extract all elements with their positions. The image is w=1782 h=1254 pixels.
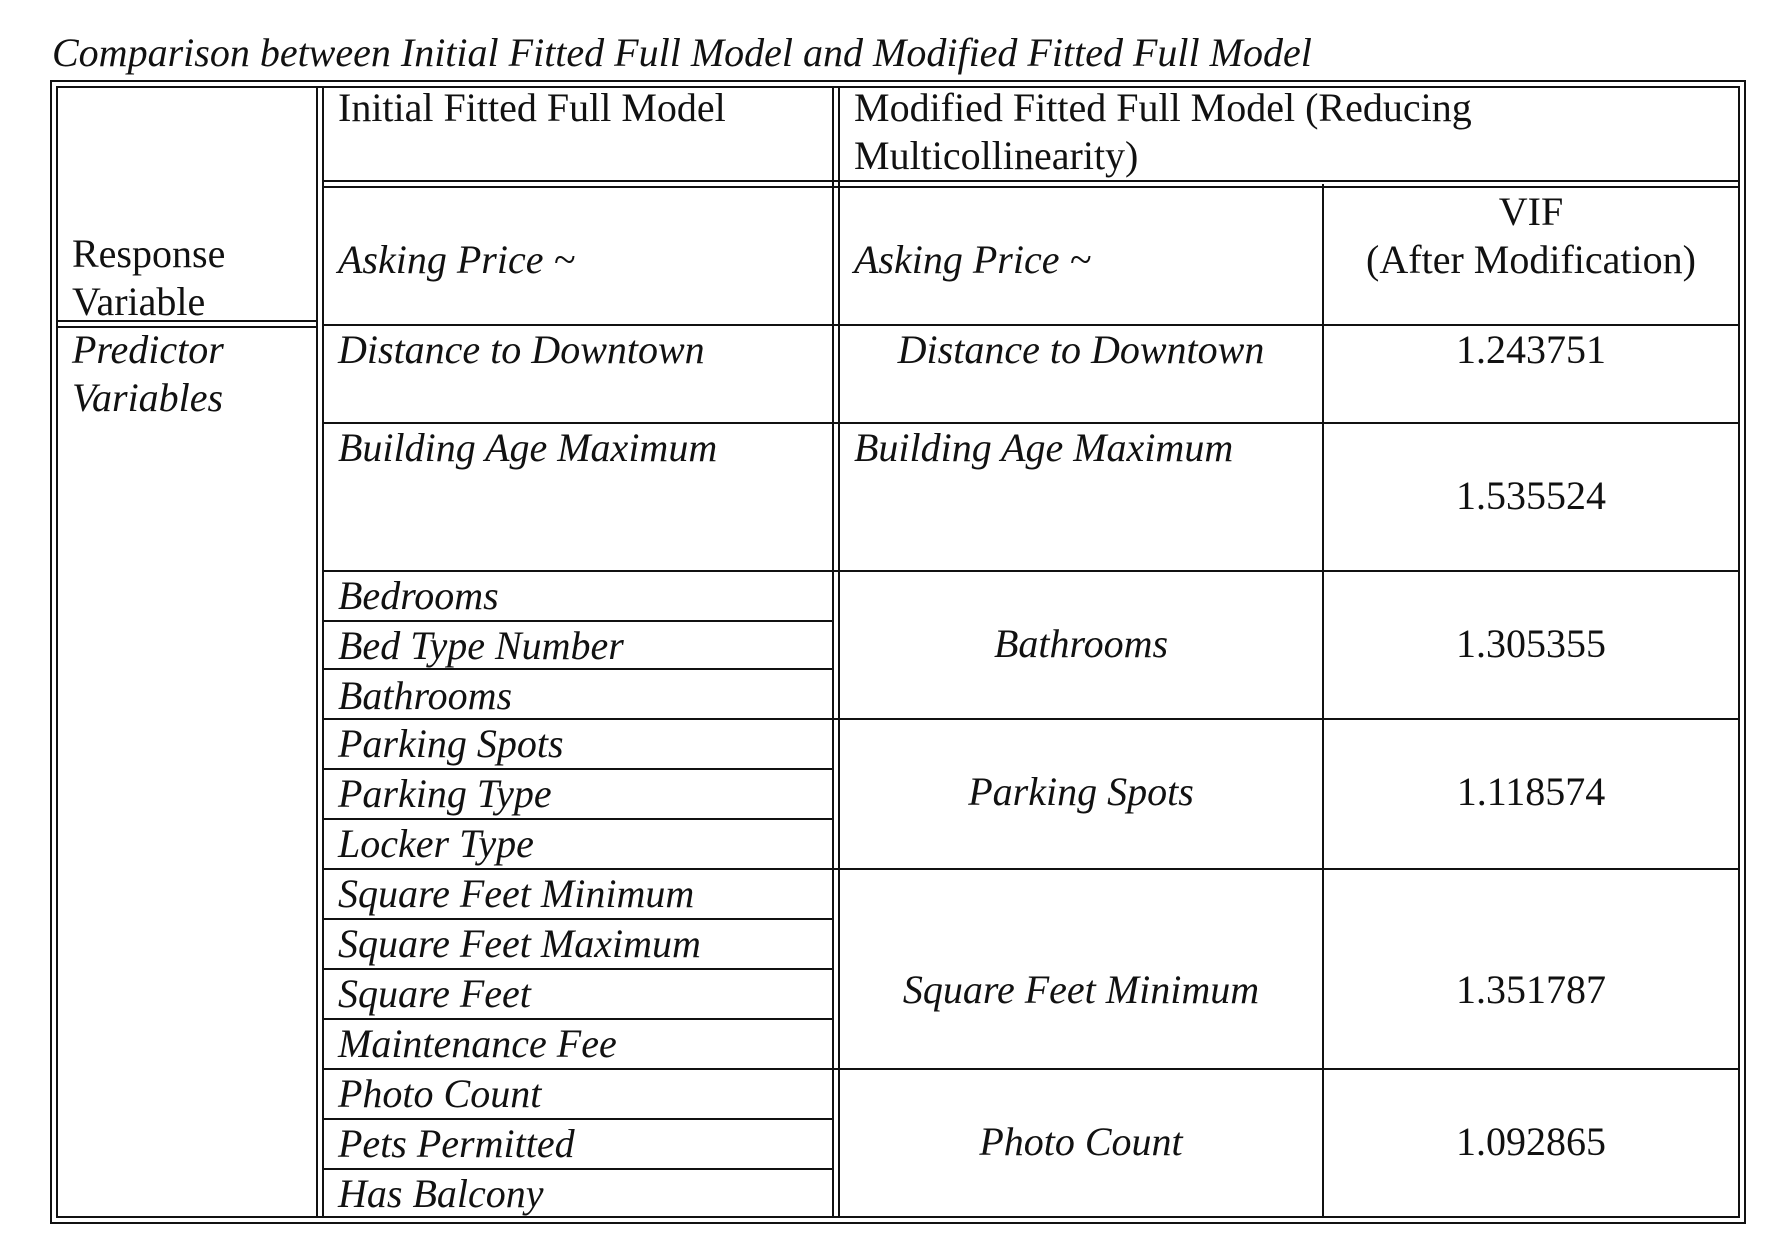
vif-value: 1.305355 [1456, 621, 1606, 666]
modified-predictor: Square Feet Minimum [902, 967, 1260, 1012]
initial-predictor: Photo Count [338, 1071, 542, 1116]
initial-predictor: Square Feet Maximum [338, 921, 701, 966]
table-caption: Comparison between Initial Fitted Full Model and Modified Fitted Full Model [52, 30, 1312, 75]
modified-header-line: Modified Fitted Full Model (Reducing [854, 85, 1472, 130]
response-variable-label [72, 230, 225, 326]
grid-line [322, 180, 1740, 182]
initial-predictor: Square Feet Minimum [338, 871, 695, 916]
vif-header-line: (After Modification) [1366, 237, 1696, 282]
vif-value: 1.535524 [1456, 473, 1606, 518]
initial-predictor: Distance to Downtown [338, 327, 705, 372]
predictor-label-line: Variables [72, 375, 224, 420]
modified-predictor: Building Age Maximum [854, 425, 1234, 470]
grid-line [322, 86, 324, 1218]
vif-value: 1.351787 [1456, 967, 1606, 1012]
initial-response-formula: Asking Price ~ [338, 237, 576, 282]
modified-response-formula: Asking Price ~ [854, 237, 1092, 282]
grid-line [316, 86, 318, 1218]
initial-predictor: Maintenance Fee [338, 1021, 617, 1066]
initial-predictor: Pets Permitted [338, 1121, 575, 1166]
predictor-variables-label [72, 326, 224, 422]
grid-line [56, 1216, 1740, 1218]
initial-predictor: Square Feet [338, 971, 531, 1016]
grid-line [56, 86, 58, 1218]
modified-predictor: Photo Count [979, 1119, 1183, 1164]
initial-predictor: Bed Type Number [338, 623, 624, 668]
modified-model-header [854, 84, 1472, 180]
initial-predictor: Parking Type [338, 771, 552, 816]
grid-line [322, 570, 1740, 572]
initial-predictor: Building Age Maximum [338, 425, 718, 470]
initial-predictor: Bathrooms [338, 673, 513, 718]
response-label-line: Response [72, 231, 226, 276]
grid-line [832, 86, 834, 1218]
vif-value: 1.118574 [1456, 769, 1606, 814]
vif-header-line: VIF [1498, 189, 1564, 234]
modified-header-line: Multicollinearity) [854, 133, 1139, 178]
vif-value: 1.243751 [1456, 327, 1606, 372]
initial-predictor: Has Balcony [338, 1171, 544, 1216]
initial-model-header: Initial Fitted Full Model [338, 85, 726, 130]
grid-line [1738, 86, 1740, 1218]
response-label-line: Variable [72, 279, 206, 324]
vif-value: 1.092865 [1456, 1119, 1606, 1164]
vif-header [1324, 188, 1738, 284]
initial-predictor: Bedrooms [338, 573, 499, 618]
predictor-label-line: Predictor [72, 327, 224, 372]
modified-predictor: Parking Spots [968, 769, 1194, 814]
initial-predictor: Parking Spots [338, 721, 564, 766]
initial-predictor: Locker Type [338, 821, 534, 866]
modified-predictor: Bathrooms [993, 621, 1169, 666]
modified-predictor: Distance to Downtown [897, 327, 1265, 372]
